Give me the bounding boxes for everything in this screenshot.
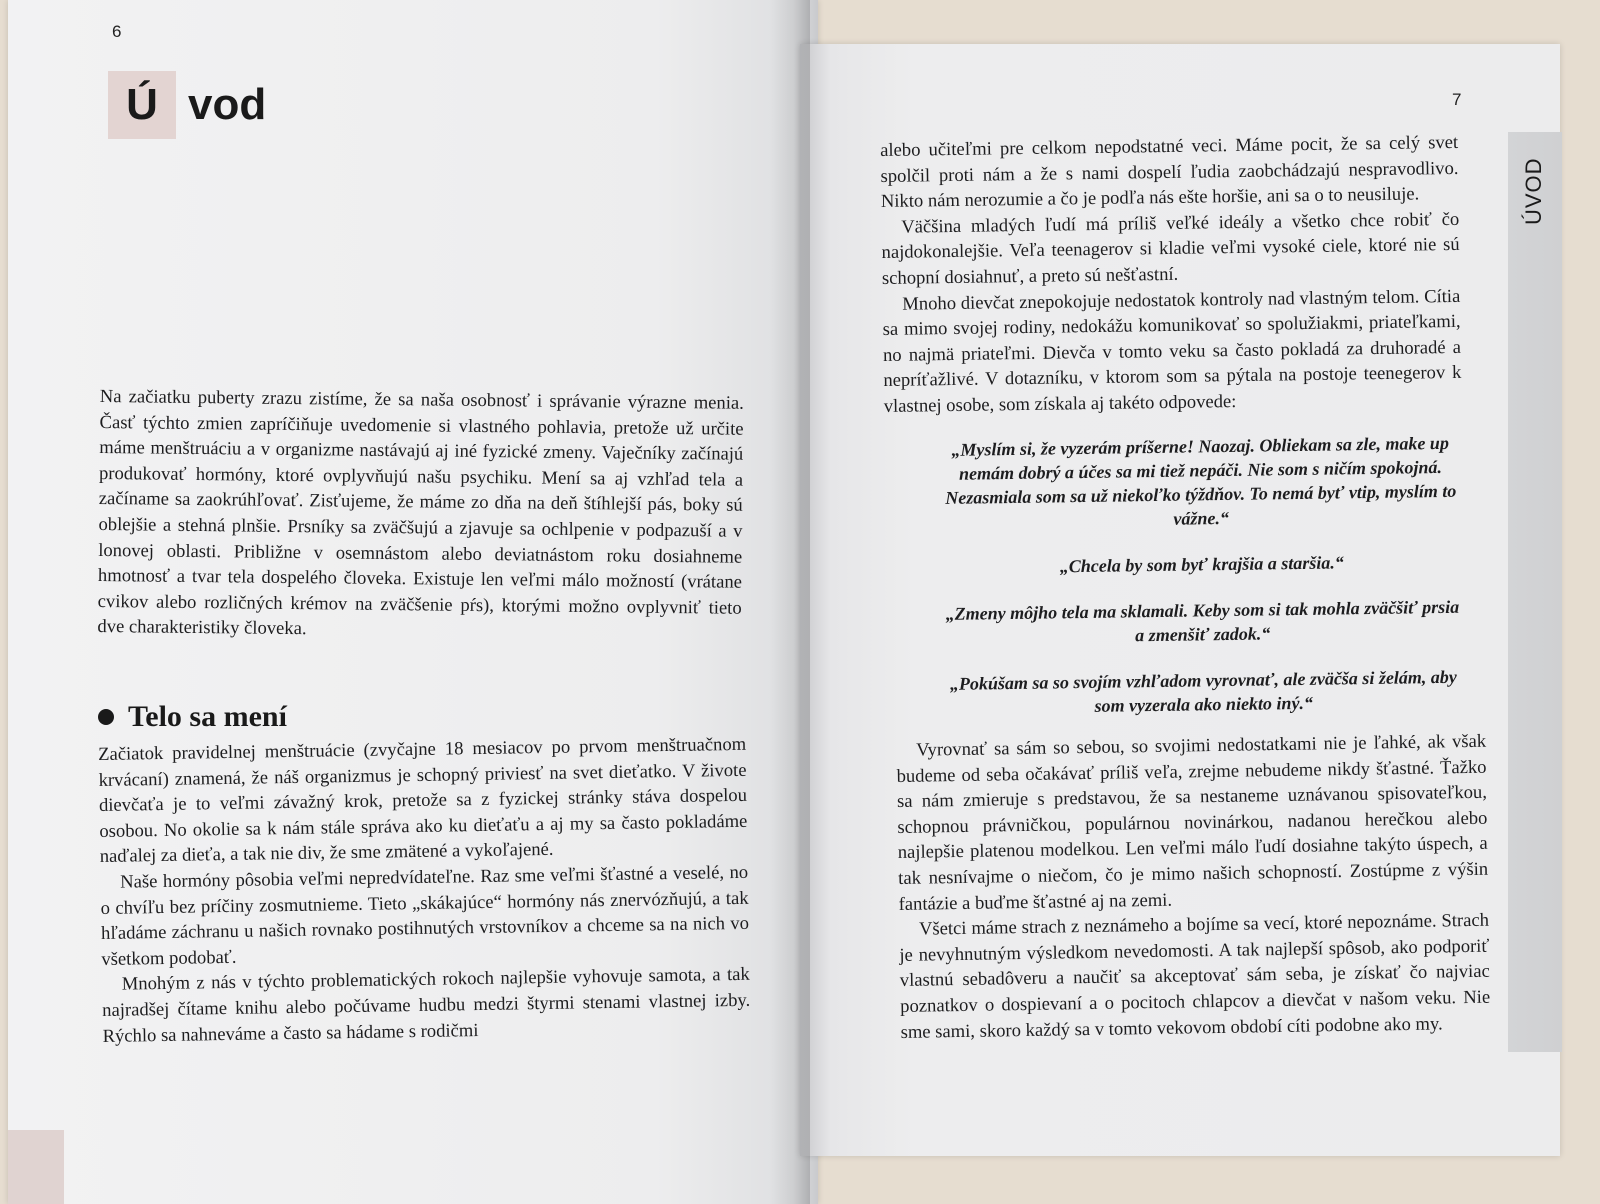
book-gutter [770, 0, 810, 1204]
right-body-top [880, 130, 1462, 420]
section-heading-text: Telo sa mení [128, 700, 287, 733]
section-body [98, 732, 751, 1049]
chapter-title [108, 70, 266, 140]
quote: „Myslím si, že vyzerám príšerne! Naozaj. Obliekam sa zle, make up nemám dobrý a účes sa mi tiež nepáči. Nie som s ničím spokojná. Nezasmiala som sa už niekoľko týždňov. To nemá byť vtip, myslím to vážne.“ [945, 432, 1457, 529]
quotes-block [940, 431, 1464, 742]
section-heading [98, 700, 287, 734]
right-body-bottom [896, 729, 1491, 1045]
right-paragraph: Väčšina mladých ľudí má príliš veľké ideály a všetko chce robiť čo najdokonalejšie. Veľa teenagerov si kladie veľmi vysoké ciele, ktoré nie sú schopní dosiahnuť, a preto sú nešťastní. [881, 208, 1460, 289]
left-page-number: 6 [112, 22, 122, 41]
chapter-title-initial: Ú [108, 71, 176, 139]
bullet-icon [98, 709, 114, 725]
quote: „Pokúšam sa so svojím vzhľadom vyrovnať, ale zväčša si želám, aby som vyzerala ako niekto iný.“ [949, 666, 1457, 716]
right-paragraph: Mnoho dievčat znepokojuje nedostatok kontroly nad vlastným telom. Cítia sa mimo svojej rodiny, nedokážu komunikovať so spolužiakmi, priateľkami, no najmä priateľmi. Dievča v tomto veku sa často pokladá za druhoradé a nepríťažlivé. V dotazníku, v ktorom som sa pýtala na postoje teenegerov k vlastnej osobe, som získala aj takéto odpovede: [882, 285, 1462, 417]
right-page-number: 7 [1452, 90, 1462, 109]
intro-paragraph-text: Na začiatku puberty zrazu zistíme, že sa naša osobnosť i správanie výrazne menia. Časť týchto zmien zapríčiňuje uvedomenie si vlastného pohlavia, pretože už určite máme menštruáciu a v organizme nastávajú aj iné fyzické zmeny. Vaječníky začínajú produkovať hormóny, ktoré ovplyvňujú našu psychiku. Mení sa aj vzhľad tela a začíname sa zaokrúhľovať. Zisťujeme, že máme zo dňa na deň štíhlejší pás, boky sú oblejšie a stehná plnšie. Prsníky sa zväčšujú a zjavuje sa ochlpenie v podpazuší a v lonovej oblasti. Približne v osemnástom alebo deviatnástom roku dosiahneme hmotnosť a tvar tela dospelého človeka. Existuje len veľmi málo možností (vrátane cvikov alebo rozličných krémov na zväčšenie pŕs), ktorými možno ovplyvniť tieto dve charakteristiky človeka. [97, 385, 744, 640]
section-paragraph: Mnohým z nás v týchto problematických rokoch najlepšie vyhovuje samota, a tak najradšej čítame knihu alebo počúvame hudbu medzi štyrmi stenami vlastnej izby. Rýchlo sa nahneváme a často sa hádame s rodičmi [102, 964, 751, 1047]
section-paragraph: Začiatok pravidelnej menštruácie (zvyčajne 18 mesiacov po prvom menštruačnom krvácaní) znamená, že náš organizmus je schopný priviesť na svet dieťatko. V živote dievčaťa je to veľmi závažný krok, pretože sa z fyzickej stránky stáva dospelou osobou. No okolie sa k nám stále správa ako ku dieťaťu a aj my sa často pokladáme naďalej za dieťa, a tak nie div, že sme zmätené a vykoľajené. [98, 733, 748, 868]
intro-paragraph [97, 384, 744, 647]
section-paragraph: Naše hormóny pôsobia veľmi nepredvídateľne. Raz sme veľmi šťastné a veselé, no o chvíľu bez príčiny zosmutnieme. Tieto „skákajúce“ hormóny nás znervózňujú, a tak hľadáme záchranu u našich rovnako postihnutých vrstovníkov a chceme sa na nich vo všetkom podobať. [100, 861, 750, 970]
quote: „Chcela by som byť krajšia a staršia.“ [1059, 552, 1344, 577]
right-paragraph: Vyrovnať sa sám so sebou, so svojimi nedostatkami nie je ľahké, ak však budeme od seba očakávať príliš veľa, zrejme nebudeme nikdy šťastné. Ťažko sa nám zmieruje s predstavou, že sa nestaneme uznávanou spisovateľkou, schopnou právničkou, populárnou novinárkou, nadanou herečkou alebo najlepšie platenou modelkou. Len veľmi málo ľudí dosiahne takýto úspech, a tak nesnívajme o niečom, čo je mimo našich schopností. Zostúpme z výšin fantázie a buďme šťastné aj na zemi. [896, 730, 1489, 915]
right-paragraph: alebo učiteľmi pre celkom nepodstatné veci. Máme pocit, že sa celý svet spolčil proti nám a že s nami dospelí ľudia zaobchádzajú nespravodlivo. Nikto nám nerozumie a čo je podľa nás ešte horšie, ani sa o to neusiluje. [880, 131, 1459, 213]
right-paragraph: Všetci máme strach z neznámeho a bojíme sa vecí, ktoré nepoznáme. Strach je nevyhnutným výsledkom nevedomosti. A tak najlepší spôsob, ako podporiť vlastnú sebadôveru a naučiť sa akceptovať sám seba, je získať čo najviac poznatkov o dospievaní a o pocitoch chlapcov a dievčat v našom veku. Nie sme sami, skoro každý sa v tomto vekovom období cíti podobne ako my. [899, 909, 1491, 1043]
quote: „Zmeny môjho tela ma sklamali. Keby som si tak mohla zväčšiť prsia a zmenšiť zadok.“ [945, 596, 1460, 646]
side-tab-label: ÚVOD [1521, 157, 1546, 225]
side-tab [1508, 132, 1562, 1052]
left-corner-tab [8, 1130, 64, 1204]
chapter-title-rest: vod [188, 80, 267, 129]
